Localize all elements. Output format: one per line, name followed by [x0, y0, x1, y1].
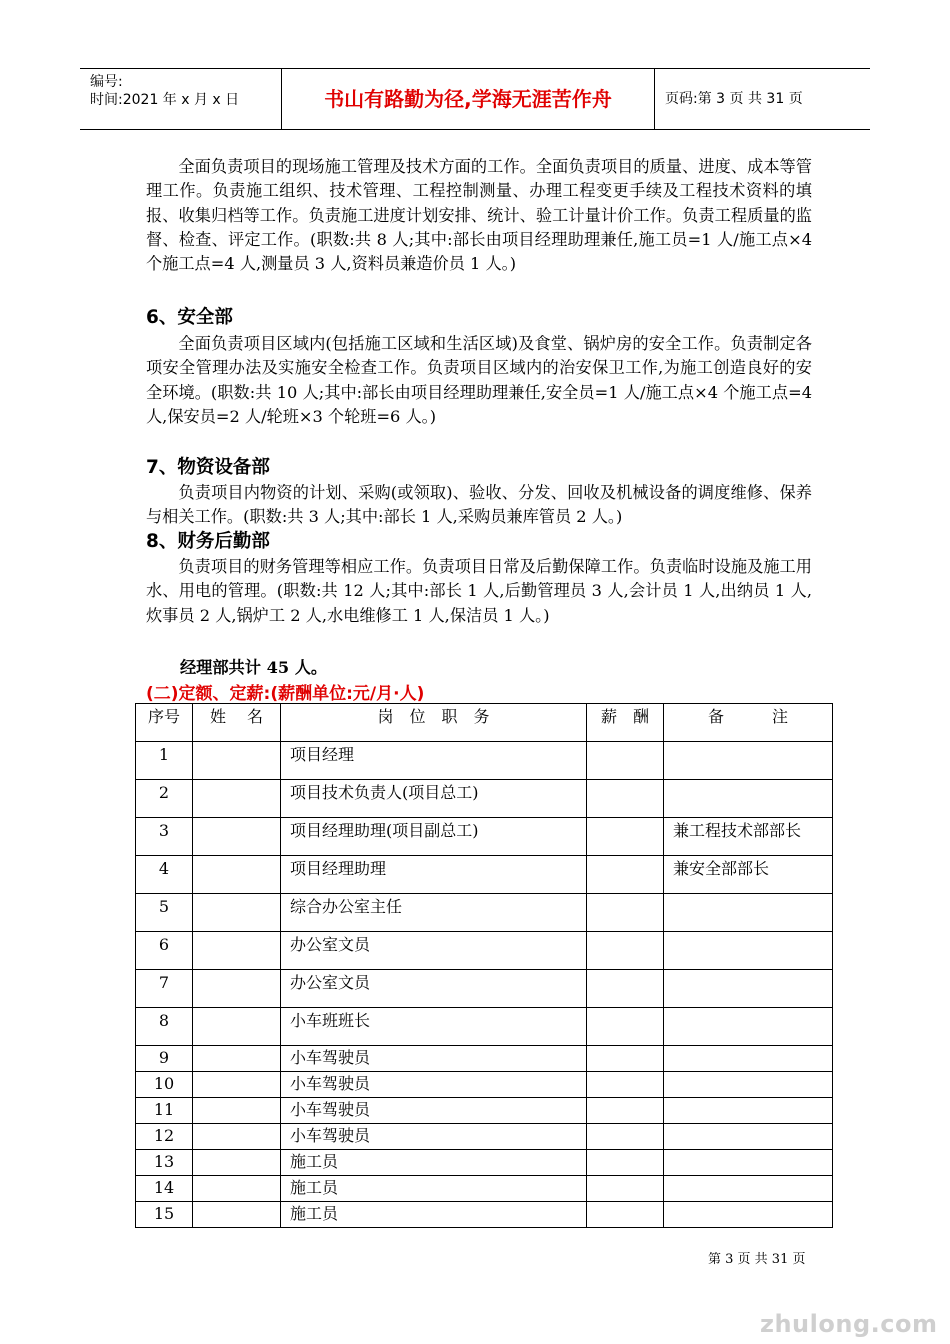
cell-position: 施工员	[281, 1202, 587, 1228]
table-row	[136, 932, 833, 970]
cell-salary	[587, 932, 664, 970]
cell-no: 6	[136, 932, 193, 970]
cell-name	[193, 970, 281, 1008]
cell-name	[193, 780, 281, 818]
cell-no: 3	[136, 818, 193, 856]
salary-table	[135, 703, 833, 1228]
cell-note	[664, 1008, 833, 1046]
cell-position: 施工员	[281, 1176, 587, 1202]
cell-salary	[587, 894, 664, 932]
document-date: 时间:2021 年 x 月 x 日	[90, 92, 240, 108]
cell-position: 小车驾驶员	[281, 1098, 587, 1124]
cell-no: 12	[136, 1124, 193, 1150]
cell-no: 11	[136, 1098, 193, 1124]
cell-note	[664, 1072, 833, 1098]
cell-note	[664, 742, 833, 780]
paragraph-engineering-dept: 全面负责项目的现场施工管理及技术方面的工作。全面负责项目的质量、进度、成本等管理工作。负责施工组织、技术管理、工程控制测量、办理工程变更手续及工程技术资料的填报、收集归档等工作。负责施工进度计划安排、统计、验工计量计价工作。负责工程质量的监督、检查、评定工作。(职数:共 8 人;其中:部长由项目经理助理兼任,施工员=1 人/施工点×4 个施工点=4 人,测量员 3 人,资料员兼造价员 1 人。)	[146, 157, 812, 274]
table-row	[136, 1098, 833, 1124]
table-row	[136, 1150, 833, 1176]
cell-salary	[587, 742, 664, 780]
cell-salary	[587, 1124, 664, 1150]
cell-position: 综合办公室主任	[281, 894, 587, 932]
cell-no: 13	[136, 1150, 193, 1176]
cell-name	[193, 1046, 281, 1072]
cell-position: 项目经理助理(项目副总工)	[281, 818, 587, 856]
paragraph-safety-dept: 全面负责项目区域内(包括施工区域和生活区域)及食堂、锅炉房的安全工作。负责制定各项安全管理办法及实施安全检查工作。负责项目区域内的治安保卫工作,为施工创造良好的安全环境。(职数:共 10 人;其中:部长由项目经理助理兼任,安全员=1 人/施工点×4 个施工点=4 人,保安员=2 人/轮班×3 个轮班=6 人。)	[146, 334, 812, 426]
cell-note	[664, 780, 833, 818]
header-no: 序号	[136, 704, 193, 742]
cell-note	[664, 1202, 833, 1228]
cell-no: 9	[136, 1046, 193, 1072]
cell-position: 项目经理	[281, 742, 587, 780]
cell-salary	[587, 780, 664, 818]
header-page-number: 页码:第 3 页 共 31 页	[665, 91, 803, 107]
cell-position: 小车班班长	[281, 1008, 587, 1046]
document-number-label: 编号:	[90, 74, 123, 90]
table-row	[136, 742, 833, 780]
cell-position: 小车驾驶员	[281, 1124, 587, 1150]
footer-page-number: 第 3 页 共 31 页	[708, 1252, 806, 1267]
cell-note: 兼安全部部长	[664, 856, 833, 894]
cell-salary	[587, 1202, 664, 1228]
cell-name	[193, 1202, 281, 1228]
cell-note	[664, 1124, 833, 1150]
cell-salary	[587, 1150, 664, 1176]
cell-no: 10	[136, 1072, 193, 1098]
cell-position: 项目技术负责人(项目总工)	[281, 780, 587, 818]
table-row	[136, 894, 833, 932]
watermark-logo: zhulong.com	[760, 1310, 938, 1338]
cell-note	[664, 1046, 833, 1072]
cell-name	[193, 856, 281, 894]
paragraph-materials-dept: 负责项目内物资的计划、采购(或领取)、验收、分发、回收及机械设备的调度维修、保养与相关工作。(职数:共 3 人;其中:部长 1 人,采购员兼库管员 2 人。)	[146, 483, 812, 527]
table-row	[136, 970, 833, 1008]
cell-salary	[587, 1046, 664, 1072]
cell-salary	[587, 818, 664, 856]
table-row	[136, 818, 833, 856]
header-name: 姓 名	[193, 704, 281, 742]
paragraph-finance-dept: 负责项目的财务管理等相应工作。负责项目日常及后勤保障工作。负责临时设施及施工用水、用电的管理。(职数:共 12 人;其中:部长 1 人,后勤管理员 3 人,会计员 1 人,出纳员 1 人,炊事员 2 人,锅炉工 2 人,水电维修工 1 人,保洁员 1 人。)	[146, 557, 812, 625]
cell-no: 2	[136, 780, 193, 818]
cell-note	[664, 1150, 833, 1176]
cell-position: 办公室文员	[281, 932, 587, 970]
table-row	[136, 1072, 833, 1098]
cell-salary	[587, 970, 664, 1008]
header-salary: 薪 酬	[587, 704, 664, 742]
cell-note	[664, 970, 833, 1008]
cell-no: 5	[136, 894, 193, 932]
table-row	[136, 1176, 833, 1202]
table-row	[136, 1124, 833, 1150]
table-row	[136, 1046, 833, 1072]
table-row	[136, 780, 833, 818]
cell-name	[193, 818, 281, 856]
cell-note	[664, 1176, 833, 1202]
table-row	[136, 1202, 833, 1228]
cell-name	[193, 932, 281, 970]
cell-name	[193, 1124, 281, 1150]
table-row	[136, 856, 833, 894]
cell-name	[193, 1008, 281, 1046]
page-header	[80, 68, 870, 130]
cell-no: 14	[136, 1176, 193, 1202]
cell-note	[664, 932, 833, 970]
table-row	[136, 1008, 833, 1046]
cell-salary	[587, 1072, 664, 1098]
cell-position: 小车驾驶员	[281, 1072, 587, 1098]
cell-salary	[587, 856, 664, 894]
cell-no: 4	[136, 856, 193, 894]
cell-note	[664, 894, 833, 932]
section-heading-safety: 6、安全部	[146, 307, 233, 328]
cell-name	[193, 742, 281, 780]
header-meta	[90, 73, 239, 109]
cell-salary	[587, 1008, 664, 1046]
cell-name	[193, 1098, 281, 1124]
salary-section-heading: (二)定额、定薪:(薪酬单位:元/月·人)	[146, 684, 425, 704]
section-heading-materials: 7、物资设备部	[146, 457, 270, 478]
staff-total: 经理部共计 45 人。	[180, 658, 328, 677]
cell-position: 施工员	[281, 1150, 587, 1176]
cell-name	[193, 1072, 281, 1098]
header-divider	[654, 69, 655, 129]
cell-position: 小车驾驶员	[281, 1046, 587, 1072]
section-heading-finance: 8、财务后勤部	[146, 531, 270, 552]
cell-salary	[587, 1098, 664, 1124]
cell-note	[664, 1098, 833, 1124]
cell-no: 15	[136, 1202, 193, 1228]
cell-salary	[587, 1176, 664, 1202]
cell-name	[193, 894, 281, 932]
cell-name	[193, 1150, 281, 1176]
cell-position: 办公室文员	[281, 970, 587, 1008]
cell-note: 兼工程技术部部长	[664, 818, 833, 856]
cell-no: 7	[136, 970, 193, 1008]
header-position: 岗 位 职 务	[281, 704, 587, 742]
cell-position: 项目经理助理	[281, 856, 587, 894]
cell-no: 8	[136, 1008, 193, 1046]
cell-name	[193, 1176, 281, 1202]
cell-no: 1	[136, 742, 193, 780]
header-motto: 书山有路勤为径,学海无涯苦作舟	[324, 87, 612, 111]
table-header-row	[136, 704, 833, 742]
header-note: 备 注	[664, 704, 833, 742]
